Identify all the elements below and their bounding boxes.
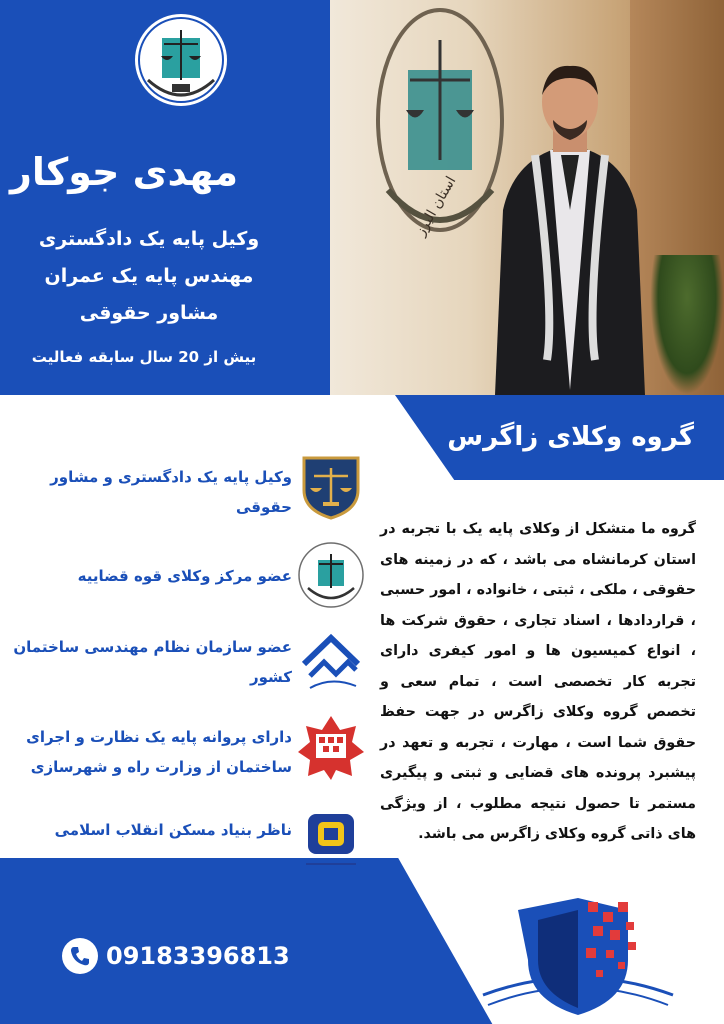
credential-housing-foundation: ناظر بنیاد مسکن انقلاب اسلامی — [54, 821, 292, 839]
wall-sign: استان البرز — [412, 173, 460, 239]
scales-shield-icon — [296, 452, 366, 522]
role-consultant: مشاور حقوقی — [79, 302, 219, 324]
portrait-photo — [330, 0, 724, 395]
group-title: گروه وکلای زاگرس — [447, 422, 694, 452]
roads-ministry-icon — [296, 712, 366, 782]
profile-name: مهدی جوکار — [9, 150, 239, 194]
credential-engineering: عضو سازمان نظام مهندسی ساختمان کشور — [13, 638, 292, 686]
role-engineer: مهندس پایه یک عمران — [44, 265, 254, 287]
plant — [650, 255, 724, 395]
lawyer-portrait — [495, 60, 645, 395]
engineering-org-icon — [296, 628, 366, 698]
credential-judiciary: عضو مرکز وکلای قوه قضاییه — [77, 567, 292, 585]
housing-foundation-icon — [296, 808, 366, 878]
experience-text: بیش از 20 سال سابقه فعالیت — [31, 348, 257, 366]
role-lawyer: وکیل پایه یک دادگستری — [38, 228, 260, 250]
group-description: گروه ما متشکل از وکلای پایه یک با تجربه در استان کرمانشاه می باشد ، که در زمینه های حقوقی ، ملکی ، ثبتی ، خانواده ، امور حسبی ، قراردادها ، اسناد تجاری ، حقوق شرکت ها ، انواع کمیسیون ها و امور کیفری دارای تجربه کار تخصصی است ، تمام سعی و تخصص گروه وکلای زاگرس در جهت حفظ حقوق شما است ، مهارت ، تجربه و تعهد در پیشبرد پرونده های قضایی و ثبتی و پیگیری مستمر تا حصول نتیجه مطلوب ، از ویژگی های ذاتی گروه وکلای زاگرس می باشد. — [380, 521, 696, 842]
credential-lawyer: وکیل پایه یک دادگستری و مشاور حقوقی — [50, 468, 292, 516]
phone-icon[interactable] — [62, 938, 98, 974]
judiciary-emblem-icon — [128, 10, 234, 110]
credential-roads-ministry: دارای پروانه پایه یک نظارت و اجرای ساختمان از وزارت راه و شهرسازی — [26, 728, 292, 776]
phone-number[interactable]: 09183396813 — [106, 942, 290, 970]
group-logo-icon — [468, 890, 688, 1020]
judiciary-emblem-icon — [296, 540, 366, 610]
wall-emblem-icon — [370, 0, 510, 300]
